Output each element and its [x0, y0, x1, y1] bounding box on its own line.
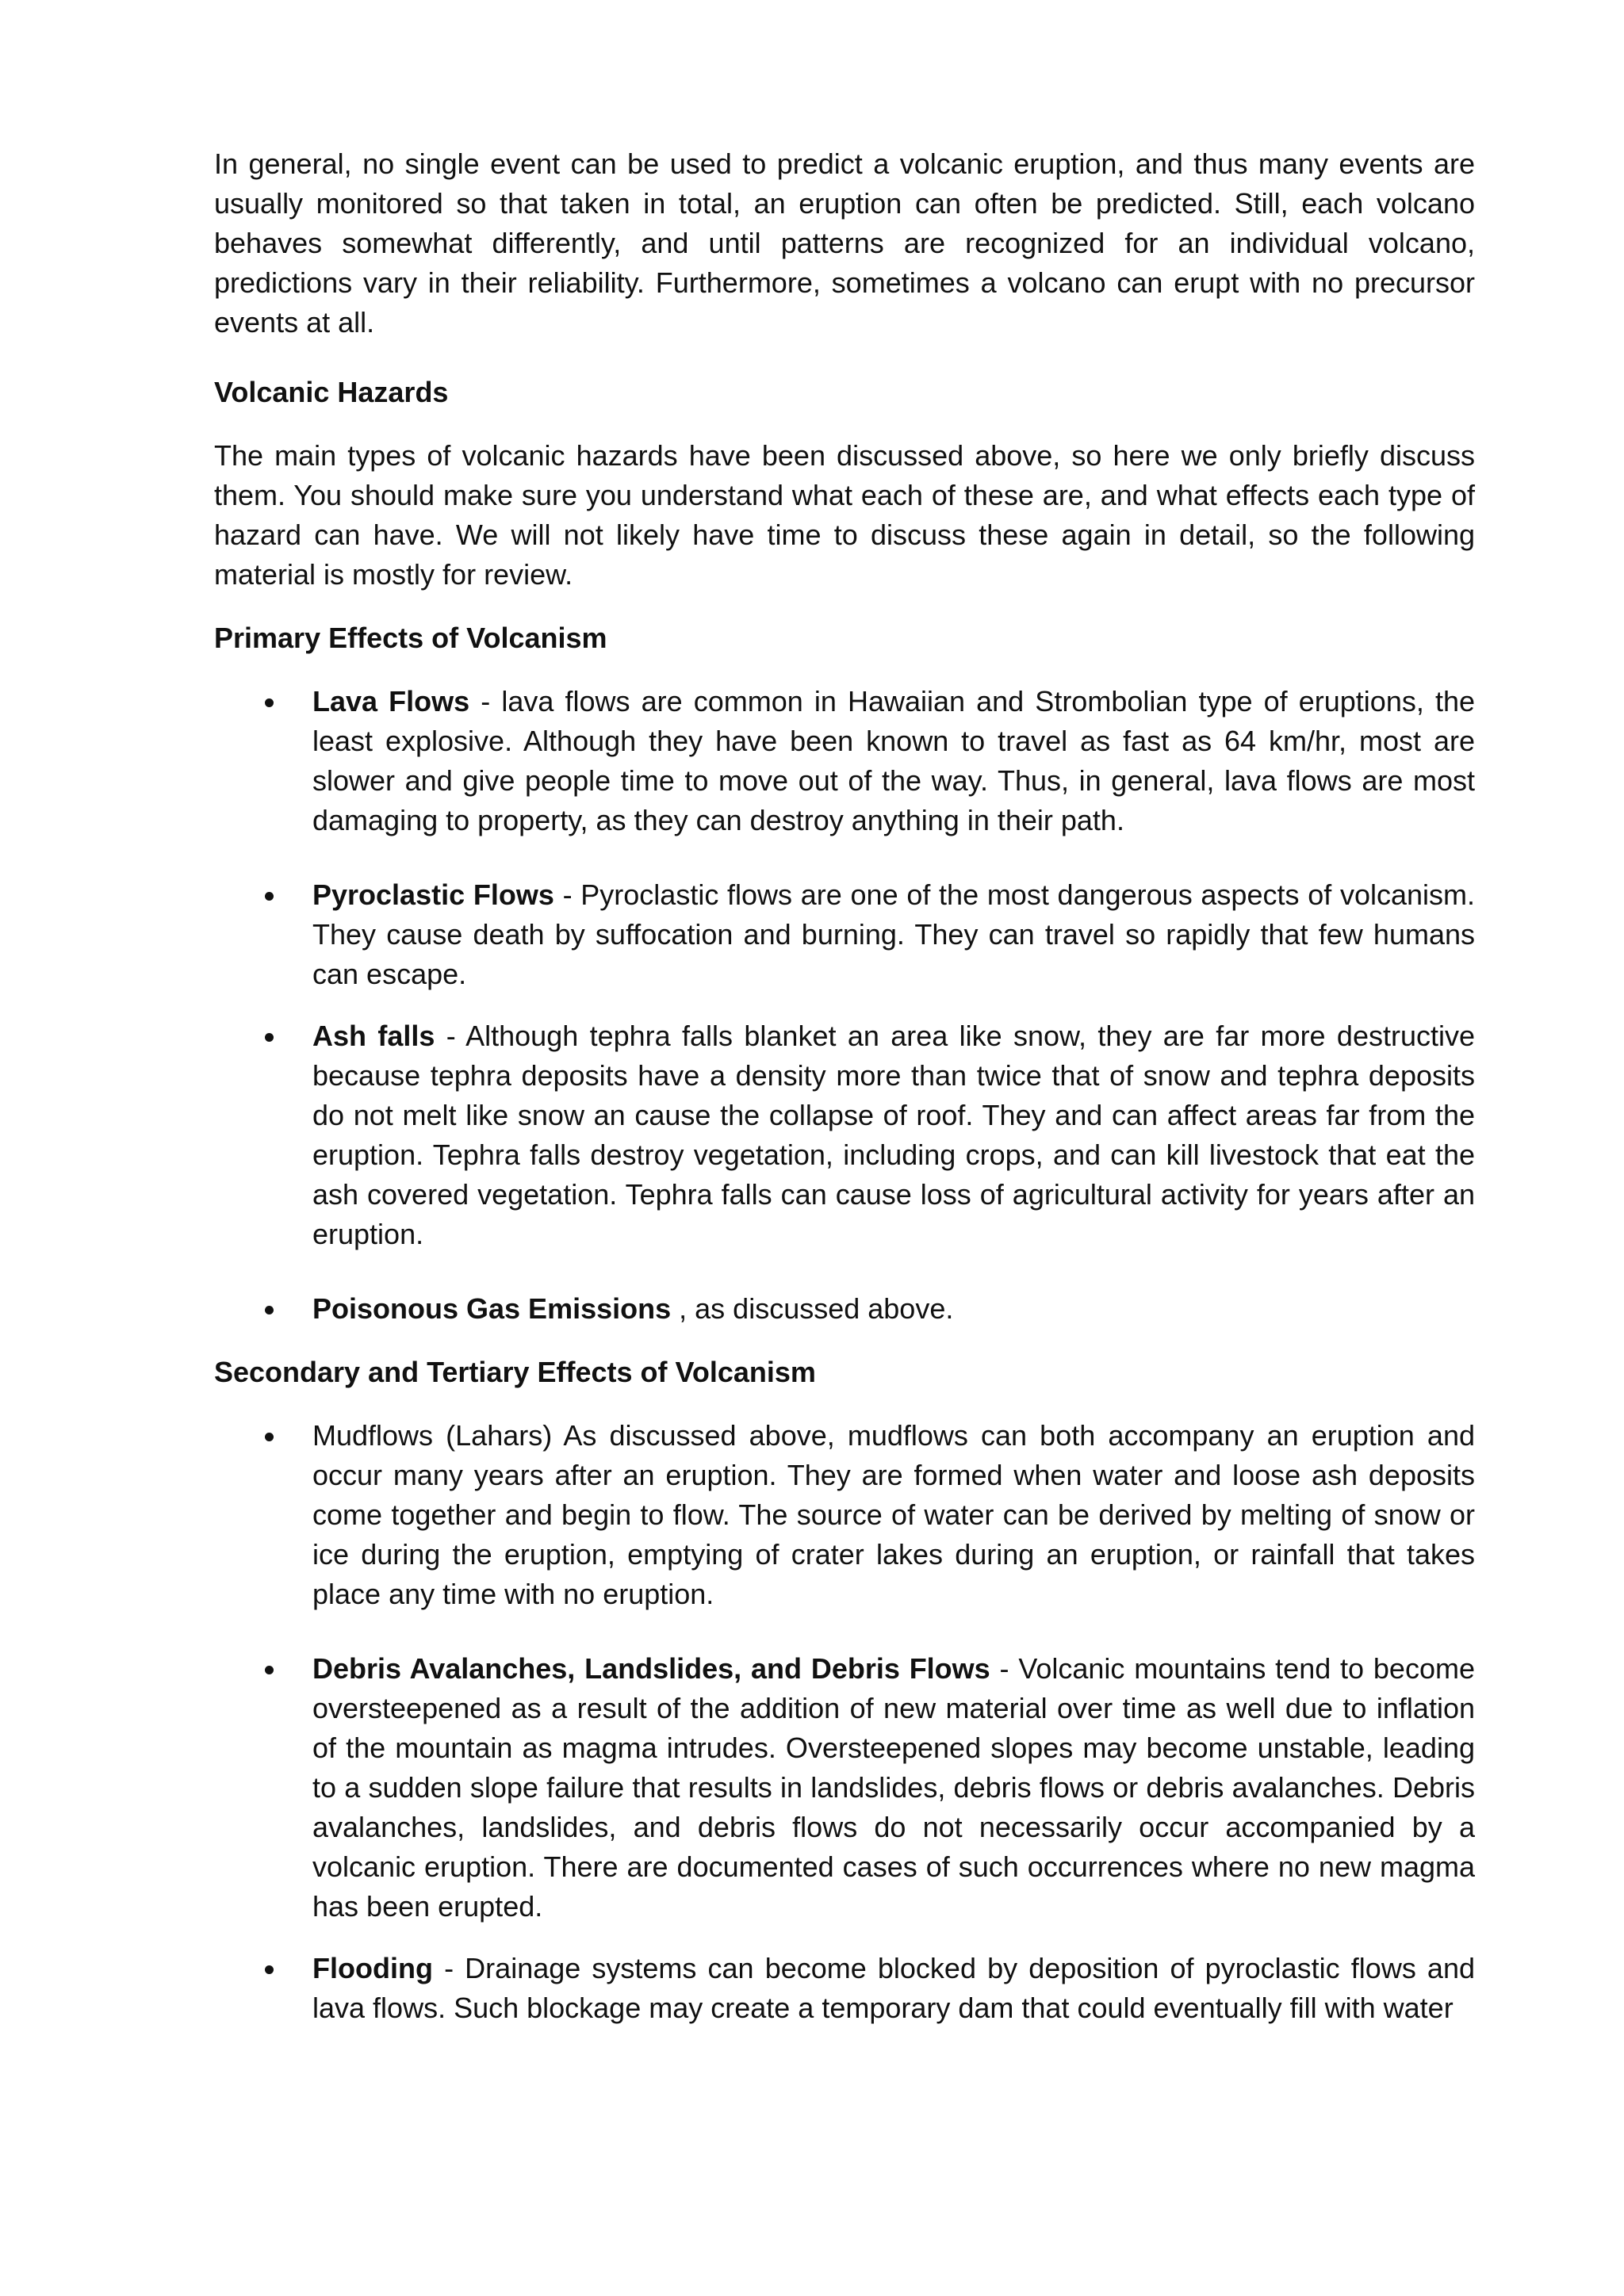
bullet-icon: [265, 1433, 274, 1441]
list-item-term: Pyroclastic Flows: [312, 878, 554, 911]
list-item-term: Poisonous Gas Emissions: [312, 1292, 672, 1325]
list-item-poisonous-gas: [214, 1289, 1475, 1329]
bullet-icon: [265, 1666, 274, 1674]
list-item-flooding: [214, 1949, 1475, 2028]
volcanic-hazards-heading: Volcanic Hazards: [214, 376, 449, 408]
secondary-effects-list: [214, 1416, 1475, 2028]
volcanic-hazards-paragraph: The main types of volcanic hazards have been discussed above, so here we only briefly discuss them. You should make sure you understand what each of these are, and what effects each type of hazard can have. We will not likely have time to discuss these again in detail, so the following material is mostly for review.: [214, 439, 1475, 591]
page-content: [214, 144, 1475, 2028]
list-item-mudflows: [214, 1416, 1475, 1614]
list-item-term: Debris Avalanches, Landslides, and Debris Flows: [312, 1652, 990, 1685]
list-item-term: Ash falls: [312, 1020, 435, 1052]
list-item-term: Flooding: [312, 1952, 433, 1984]
list-item-debris-avalanches: [214, 1649, 1475, 1927]
bullet-icon: [265, 1306, 274, 1314]
secondary-effects-heading: Secondary and Tertiary Effects of Volcanism: [214, 1356, 816, 1388]
list-item-term: Lava Flows: [312, 685, 470, 718]
bullet-icon: [265, 698, 274, 707]
bullet-icon: [265, 892, 274, 901]
bullet-icon: [265, 1033, 274, 1042]
primary-effects-heading: Primary Effects of Volcanism: [214, 622, 607, 654]
list-item-ash-falls: [214, 1016, 1475, 1254]
list-item-pyroclastic-flows: [214, 875, 1475, 994]
list-item-lava-flows: [214, 682, 1475, 840]
list-item-text: Mudflows (Lahars) As discussed above, mudflows can both accompany an eruption and occur many years after an eruption. They are formed when water and loose ash deposits come together and begin to flow. The source of water can be derived by melting of snow or ice during the eruption, emptying of crater lakes during an eruption, or rainfall that takes place any time with no eruption.: [312, 1419, 1475, 1610]
bullet-icon: [265, 1965, 274, 1974]
list-item-text: - Pyroclastic flows are one of the most dangerous aspects of volcanism. They cause death by suffocation and burning. They can travel so rapidly that few humans can escape.: [312, 878, 1475, 990]
list-item-text: , as discussed above.: [671, 1292, 954, 1325]
list-item-text: - lava flows are common in Hawaiian and Strombolian type of eruptions, the least explosive. Although they have been known to travel as fast as 64 km/hr, most are slower and give people time to move out of the way. Thus, in general, lava flows are most damaging to property, as they can destroy anything in their path.: [312, 685, 1475, 836]
list-item-text: - Drainage systems can become blocked by deposition of pyroclastic flows and lava flows. Such blockage may create a temporary dam that could eventually fill with water: [312, 1952, 1475, 2024]
list-item-text: - Volcanic mountains tend to become oversteepened as a result of the addition of new material over time as well due to inflation of the mountain as magma intrudes. Oversteepened slopes may become unstable, leading to a sudden slope failure that results in landslides, debris flows or debris avalanches. Debris avalanches, landslides, and debris flows do not necessarily occur accompanied by a volcanic eruption. There are documented cases of such occurrences where no new magma has been erupted.: [312, 1652, 1475, 1923]
intro-paragraph: In general, no single event can be used to predict a volcanic eruption, and thus many events are usually monitored so that taken in total, an eruption can often be predicted. Still, each volcano behaves somewhat differently, and until patterns are recognized for an individual volcano, predictions vary in their reliability. Furthermore, sometimes a volcano can erupt with no precursor events at all.: [214, 147, 1475, 339]
primary-effects-list: [214, 682, 1475, 1329]
list-item-text: - Although tephra falls blanket an area like snow, they are far more destructive because tephra deposits have a density more than twice that of snow and tephra deposits do not melt like snow an cause the collapse of roof. They and can affect areas far from the eruption. Tephra falls destroy vegetation, including crops, and can kill livestock that eat the ash covered vegetation. Tephra falls can cause loss of agricultural activity for years after an eruption.: [312, 1020, 1476, 1250]
